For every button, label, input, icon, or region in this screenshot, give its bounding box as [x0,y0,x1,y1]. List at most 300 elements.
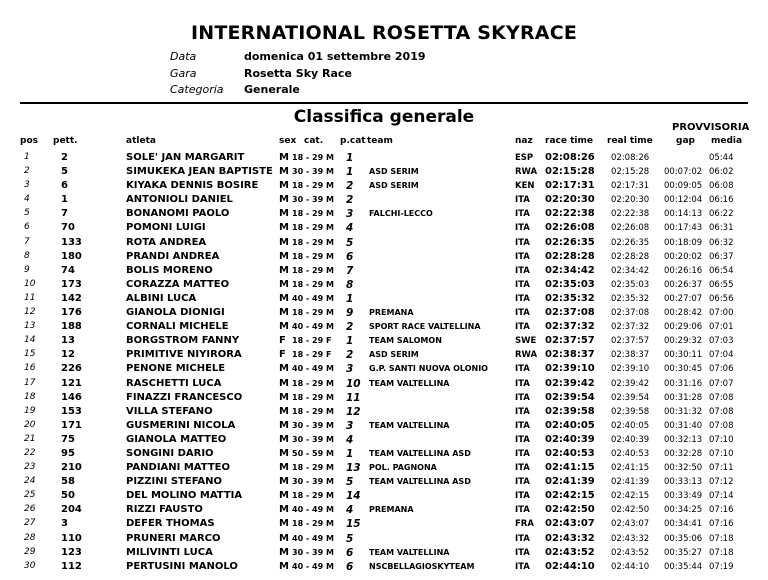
cell-gap: 00:29:32 [664,336,703,347]
cell-bib: 210 [61,462,82,474]
cell-bib: 95 [61,447,75,459]
cell-pace: 07:01 [709,322,734,333]
cell-athlete: CORAZZA MATTEO [126,278,230,290]
meta-value: Generale [244,83,300,96]
cell-category: 18 - 29 M [292,463,334,473]
cell-nation: ITA [515,547,530,558]
cell-nation: ITA [515,448,530,459]
cell-pace: 06:16 [709,195,734,206]
cell-sex: M [279,250,289,262]
cell-sex: M [279,560,289,572]
cell-category-position: 10 [346,377,361,390]
cell-nation: ITA [515,209,530,220]
cell-sex: M [279,518,289,530]
cell-race-time: 02:17:31 [545,180,595,192]
cell-real-time: 02:43:52 [611,547,650,558]
cell-pos: 2 [24,166,30,177]
header-pos: pos [20,136,38,146]
cell-sex: M [279,532,289,544]
cell-race-time: 02:40:39 [545,433,595,445]
cell-race-time: 02:22:38 [545,208,595,220]
cell-pos: 4 [24,194,30,205]
cell-gap: 00:30:45 [664,364,703,375]
cell-pos: 21 [24,433,36,444]
cell-nation: RWA [515,167,538,178]
cell-team: POL. PAGNONA [369,463,437,473]
cell-pace: 06:56 [709,293,734,304]
cell-nation: ITA [515,293,530,304]
cell-team: TEAM VALTELLINA [369,547,450,557]
cell-category-position: 6 [346,250,354,263]
table-row [0,547,768,561]
cell-pos: 28 [24,532,36,543]
cell-race-time: 02:42:15 [545,490,595,502]
cell-bib: 112 [61,560,82,572]
cell-team: TEAM VALTELLINA [369,420,450,430]
cell-pace: 07:06 [709,364,734,375]
cell-nation: ITA [515,195,530,206]
cell-nation: ESP [515,153,534,163]
cell-bib: 50 [61,490,75,502]
cell-bib: 121 [61,377,82,389]
cell-category: 18 - 29 M [292,491,334,501]
cell-real-time: 02:39:54 [611,392,650,403]
cell-nation: ITA [515,505,530,516]
table-row [0,392,768,406]
cell-nation: ITA [515,491,530,502]
cell-sex: M [279,490,289,502]
cell-category-position: 2 [346,180,354,193]
cell-pos: 8 [24,250,30,261]
table-row [0,434,768,448]
cell-athlete: PERTUSINI MANOLO [126,560,238,572]
cell-bib: 226 [61,363,82,375]
cell-pos: 17 [24,377,36,388]
table-row [0,504,768,518]
cell-sex: F [279,349,286,361]
cell-race-time: 02:39:10 [545,363,595,375]
cell-real-time: 02:34:42 [611,265,650,276]
cell-bib: 12 [61,349,75,361]
cell-race-time: 02:44:10 [545,560,595,572]
header-category: cat. [304,136,324,146]
cell-team: TEAM VALTELLINA [369,378,450,388]
cell-gap: 00:26:37 [664,279,703,290]
cell-nation: ITA [515,406,530,417]
cell-athlete: PANDIANI MATTEO [126,462,230,474]
header-gap: gap [676,136,695,146]
cell-bib: 188 [61,321,82,333]
cell-bib: 58 [61,476,75,488]
cell-athlete: DEL MOLINO MATTIA [126,490,243,502]
cell-bib: 123 [61,546,82,558]
cell-bib: 3 [61,518,68,530]
table-row [0,180,768,194]
cell-pace: 07:14 [709,491,734,502]
cell-race-time: 02:39:54 [545,391,595,403]
cell-category-position: 4 [346,222,354,235]
cell-pos: 5 [24,208,30,219]
cell-race-time: 02:20:30 [545,194,595,206]
cell-real-time: 02:28:28 [611,251,650,262]
cell-category: 18 - 29 M [292,223,334,233]
table-row [0,251,768,265]
cell-pos: 14 [24,335,36,346]
cell-nation: ITA [515,237,530,248]
cell-category-position: 1 [346,335,354,348]
cell-category: 40 - 49 M [292,561,334,571]
cell-pos: 13 [24,321,36,332]
cell-pos: 10 [24,278,36,289]
cell-sex: M [279,166,289,178]
cell-gap: 00:35:27 [664,547,703,558]
cell-pace: 07:08 [709,392,734,403]
cell-category-position: 1 [346,292,354,305]
cell-real-time: 02:37:08 [611,308,650,319]
cell-category: 18 - 29 M [292,209,334,219]
cell-sex: M [279,391,289,403]
table-row [0,363,768,377]
cell-category-position: 13 [346,462,361,475]
cell-nation: KEN [515,181,535,192]
cell-category: 40 - 49 M [292,505,334,515]
cell-category: 18 - 29 M [292,519,334,529]
cell-pace: 07:03 [709,336,734,347]
cell-bib: 13 [61,335,75,347]
cell-gap: 00:32:50 [664,463,703,474]
table-row [0,279,768,293]
cell-category-position: 3 [346,363,354,376]
table-row [0,237,768,251]
cell-sex: M [279,208,289,220]
cell-category: 18 - 29 F [292,350,332,360]
cell-sex: M [279,152,289,163]
cell-gap: 00:14:13 [664,209,703,220]
cell-pace: 07:07 [709,378,734,389]
cell-athlete: GIANOLA MATTEO [126,433,227,445]
cell-race-time: 02:37:32 [545,321,595,333]
cell-category: 40 - 49 M [292,533,334,543]
cell-gap: 00:12:04 [664,195,703,206]
cell-real-time: 02:35:03 [611,279,650,290]
cell-team: FALCHI-LECCO [369,209,433,219]
cell-nation: ITA [515,561,530,572]
cell-athlete: PRUNERI MARCO [126,532,221,544]
cell-sex: M [279,447,289,459]
cell-real-time: 02:37:32 [611,322,650,333]
cell-nation: ITA [515,279,530,290]
cell-category: 40 - 49 M [292,364,334,374]
cell-sex: M [279,462,289,474]
cell-category: 30 - 39 M [292,434,334,444]
cell-athlete: VILLA STEFANO [126,405,213,417]
cell-gap: 00:27:07 [664,293,703,304]
cell-nation: FRA [515,519,534,530]
cell-race-time: 02:43:07 [545,518,595,530]
cell-race-time: 02:43:32 [545,532,595,544]
cell-real-time: 02:42:15 [611,491,650,502]
cell-bib: 176 [61,307,82,319]
cell-category-position: 4 [346,504,354,517]
meta-label: Data [170,50,197,63]
cell-pos: 12 [24,307,36,318]
cell-team: ASD SERIM [369,181,419,191]
cell-bib: 2 [61,152,68,163]
meta-value: domenica 01 settembre 2019 [244,50,426,63]
cell-athlete: KIYAKA DENNIS BOSIRE [126,180,259,192]
cell-athlete: RIZZI FAUSTO [126,504,203,516]
cell-category: 18 - 29 M [292,308,334,318]
cell-nation: ITA [515,463,530,474]
cell-real-time: 02:38:37 [611,350,650,361]
cell-nation: ITA [515,477,530,488]
cell-pace: 07:18 [709,547,734,558]
cell-pace: 07:04 [709,350,734,361]
cell-sex: M [279,433,289,445]
cell-bib: 146 [61,391,82,403]
cell-gap: 00:35:06 [664,533,703,544]
cell-bib: 75 [61,433,75,445]
cell-sex: M [279,321,289,333]
cell-sex: M [279,278,289,290]
cell-sex: M [279,292,289,304]
table-row [0,490,768,504]
cell-pace: 06:54 [709,265,734,276]
cell-athlete: SONGINI DARIO [126,447,214,459]
status-label: PROVVISORIA [672,122,750,133]
cell-pace: 06:32 [709,237,734,248]
cell-gap: 00:32:13 [664,434,703,445]
cell-category-position: 6 [346,546,354,559]
cell-race-time: 02:43:52 [545,546,595,558]
cell-bib: 180 [61,250,82,262]
cell-real-time: 02:40:53 [611,448,650,459]
cell-pace: 06:31 [709,223,734,234]
cell-category: 40 - 49 M [292,322,334,332]
cell-athlete: POMONI LUIGI [126,222,206,234]
header-race-time: race time [545,136,593,146]
cell-team: PREMANA [369,505,414,515]
cell-real-time: 02:26:35 [611,237,650,248]
cell-race-time: 02:34:42 [545,264,595,276]
cell-pace: 07:08 [709,420,734,431]
cell-gap: 00:34:41 [664,519,703,530]
table-row [0,349,768,363]
cell-bib: 5 [61,166,68,178]
cell-nation: ITA [515,322,530,333]
divider [20,102,748,104]
cell-bib: 171 [61,419,82,431]
cell-category-position: 4 [346,433,354,446]
cell-gap: 00:35:44 [664,561,703,572]
cell-athlete: DEFER THOMAS [126,518,215,530]
cell-gap: 00:31:16 [664,378,703,389]
cell-real-time: 02:40:39 [611,434,650,445]
cell-bib: 70 [61,222,75,234]
cell-pace: 07:08 [709,406,734,417]
cell-real-time: 02:22:38 [611,209,650,220]
cell-gap: 00:30:11 [664,350,703,361]
cell-gap: 00:26:16 [664,265,703,276]
cell-sex: M [279,476,289,488]
cell-real-time: 02:41:15 [611,463,650,474]
cell-category-position: 7 [346,264,354,277]
cell-athlete: PIZZINI STEFANO [126,476,222,488]
cell-bib: 173 [61,278,82,290]
cell-gap: 00:31:28 [664,392,703,403]
cell-bib: 110 [61,532,82,544]
cell-team: TEAM SALOMON [369,336,442,346]
cell-pace: 06:37 [709,251,734,262]
cell-athlete: BORGSTROM FANNY [126,335,240,347]
cell-pos: 27 [24,518,36,529]
table-row [0,448,768,462]
cell-sex: F [279,335,286,347]
cell-nation: ITA [515,420,530,431]
cell-pace: 07:19 [709,561,734,572]
cell-real-time: 02:20:30 [611,195,650,206]
cell-gap: 00:33:49 [664,491,703,502]
cell-bib: 204 [61,504,82,516]
table-row [0,378,768,392]
results-table [0,152,768,575]
table-row [0,152,768,166]
table-row [0,208,768,222]
cell-category-position: 3 [346,208,354,221]
table-row [0,222,768,236]
cell-athlete: PRIMITIVE NIYIRORA [126,349,242,361]
cell-pace: 07:11 [709,463,734,474]
cell-category: 18 - 29 M [292,265,334,275]
cell-nation: RWA [515,350,538,361]
cell-category-position: 5 [346,236,354,249]
cell-race-time: 02:39:58 [545,405,595,417]
cell-gap: 00:31:32 [664,406,703,417]
cell-category-position: 3 [346,419,354,432]
cell-bib: 6 [61,180,68,192]
cell-category: 30 - 39 M [292,420,334,430]
header-bib: pett. [53,136,78,146]
cell-pace: 07:00 [709,308,734,319]
cell-athlete: ANTONIOLI DANIEL [126,194,233,206]
cell-real-time: 02:37:57 [611,336,650,347]
cell-real-time: 02:41:39 [611,477,650,488]
cell-team: PREMANA [369,308,414,318]
cell-bib: 7 [61,208,68,220]
cell-bib: 133 [61,236,82,248]
table-row [0,335,768,349]
cell-category: 18 - 29 F [292,336,332,346]
cell-sex: M [279,377,289,389]
cell-athlete: BONANOMI PAOLO [126,208,230,220]
cell-race-time: 02:40:53 [545,447,595,459]
cell-category-position: 5 [346,476,354,489]
cell-category-position: 9 [346,307,354,320]
cell-nation: SWE [515,336,537,347]
cell-gap: 00:29:06 [664,322,703,333]
cell-sex: M [279,222,289,234]
cell-category-position: 1 [346,447,354,460]
cell-athlete: MILIVINTI LUCA [126,546,213,558]
cell-athlete: ROTA ANDREA [126,236,207,248]
cell-pos: 7 [24,236,30,247]
cell-sex: M [279,236,289,248]
cell-race-time: 02:42:50 [545,504,595,516]
cell-athlete: GUSMERINI NICOLA [126,419,236,431]
cell-real-time: 02:44:10 [611,561,650,572]
table-row [0,476,768,490]
cell-race-time: 02:41:39 [545,476,595,488]
cell-category-position: 5 [346,532,354,545]
cell-category: 18 - 29 M [292,392,334,402]
cell-category: 18 - 29 M [292,251,334,261]
cell-team: TEAM VALTELLINA ASD [369,448,471,458]
cell-pos: 1 [24,152,30,162]
header-sex: sex [279,136,297,146]
cell-sex: M [279,363,289,375]
cell-pos: 23 [24,462,36,473]
cell-pos: 25 [24,490,36,501]
page-title: INTERNATIONAL ROSETTA SKYRACE [190,22,578,44]
cell-race-time: 02:39:42 [545,377,595,389]
cell-category: 18 - 29 M [292,153,334,162]
cell-team: ASD SERIM [369,350,419,360]
cell-gap: 00:34:25 [664,505,703,516]
cell-team: ASD SERIM [369,167,419,177]
cell-nation: ITA [515,223,530,234]
cell-pos: 22 [24,447,36,458]
cell-athlete: GIANOLA DIONIGI [126,307,225,319]
cell-pace: 07:18 [709,533,734,544]
cell-category-position: 2 [346,349,354,362]
cell-category: 40 - 49 M [292,293,334,303]
cell-nation: ITA [515,378,530,389]
table-row [0,561,768,575]
cell-race-time: 02:26:08 [545,222,595,234]
cell-category-position: 15 [346,518,361,531]
cell-pos: 18 [24,391,36,402]
cell-sex: M [279,180,289,192]
header-nation: naz [515,136,533,146]
cell-pace: 06:22 [709,209,734,220]
cell-nation: ITA [515,251,530,262]
cell-sex: M [279,419,289,431]
cell-real-time: 02:40:05 [611,420,650,431]
cell-sex: M [279,504,289,516]
header-pace: media [711,136,743,146]
table-header [0,136,768,149]
cell-team: TEAM VALTELLINA ASD [369,477,471,487]
cell-team: G.P. SANTI NUOVA OLONIO [369,364,488,374]
cell-race-time: 02:40:05 [545,419,595,431]
cell-bib: 74 [61,264,75,276]
cell-gap: 00:20:02 [664,251,703,262]
table-row [0,293,768,307]
header-real-time: real time [607,136,653,146]
cell-nation: ITA [515,308,530,319]
cell-category-position: 11 [346,391,361,404]
cell-gap: 00:32:28 [664,448,703,459]
cell-category: 30 - 39 M [292,195,334,205]
cell-gap: 00:09:05 [664,181,703,192]
cell-pos: 6 [24,222,30,233]
cell-nation: ITA [515,364,530,375]
cell-real-time: 02:42:50 [611,505,650,516]
cell-athlete: SIMUKEKA JEAN BAPTISTE [126,166,273,178]
cell-sex: M [279,194,289,206]
cell-gap: 00:17:43 [664,223,703,234]
cell-race-time: 02:35:32 [545,292,595,304]
